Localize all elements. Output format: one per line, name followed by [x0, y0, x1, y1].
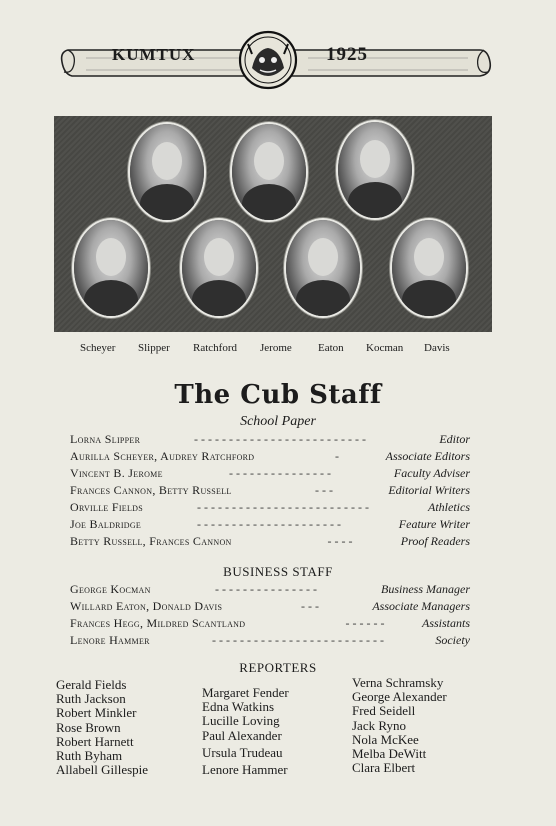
staff-role: Associate Managers: [372, 599, 470, 613]
business-row: [70, 582, 470, 598]
reporter-name: Melba DeWitt: [352, 746, 427, 762]
portrait-slipper: [130, 124, 204, 220]
business-row: [70, 599, 470, 615]
banner-year: 1925: [326, 44, 368, 65]
leader-dashes: -: [335, 449, 339, 463]
reporter-name: Lenore Hammer: [202, 762, 288, 778]
reporter-name: Verna Schramsky: [352, 675, 444, 690]
portrait-scheyer: [74, 220, 148, 316]
leader-dashes: - - - - - -: [345, 616, 385, 630]
leader-dashes: - - - - - - - - - - - - - - - - - - - - - - - - -: [194, 432, 366, 446]
reporter-name: Robert Minkler: [56, 705, 137, 721]
business-row: [70, 633, 470, 649]
reporter-name: Margaret Fender: [202, 685, 289, 700]
leader-dashes: - - - - - - - - - - - - - - - - - - - - - - - - -: [197, 500, 369, 514]
reporter-name: Jack Ryno: [352, 717, 406, 733]
staff-row: [70, 534, 470, 550]
tiger-emblem-icon: [238, 30, 298, 90]
staff-name: Orville Fields: [70, 500, 144, 514]
staff-role: Associate Editors: [385, 449, 470, 463]
staff-role: Editorial Writers: [388, 483, 470, 497]
reporters-column: [202, 686, 289, 777]
reporter-name: Ruth Jackson: [56, 691, 126, 707]
portrait-kocman: [286, 220, 360, 316]
staff-role: Business Manager: [381, 582, 470, 596]
reporter-name: Clara Elbert: [352, 760, 416, 776]
staff-name: Frances Cannon, Betty Russell: [70, 483, 232, 497]
reporter-name: Ruth Byham: [56, 748, 123, 764]
caption: Davis: [424, 342, 450, 354]
reporter-name: Edna Watkins: [202, 699, 275, 715]
reporter-name: George Alexander: [352, 689, 447, 705]
staff-role: Editor: [439, 432, 470, 446]
staff-row: [70, 432, 470, 448]
staff-role: Faculty Adviser: [393, 466, 470, 480]
caption: Slipper: [138, 342, 170, 354]
staff-name: George Kocman: [70, 582, 151, 596]
staff-role: Society: [435, 633, 470, 647]
portrait-davis: [392, 220, 466, 316]
staff-row: [70, 500, 470, 516]
staff-row: [70, 483, 470, 499]
caption: Eaton: [318, 342, 344, 354]
staff-row: [70, 449, 470, 465]
business-staff-heading: BUSINESS STAFF: [223, 564, 333, 579]
staff-role: Assistants: [421, 616, 470, 630]
banner: [58, 32, 494, 94]
leader-dashes: - - - -: [327, 534, 353, 548]
staff-name: Lenore Hammer: [70, 633, 150, 647]
staff-name: Willard Eaton, Donald Davis: [70, 599, 223, 613]
leader-dashes: - - - - - - - - - - - - - - - - - - - - -: [197, 517, 341, 531]
reporters-column: [352, 676, 447, 775]
caption: Scheyer: [80, 342, 116, 354]
banner-title-left: KUMTUX: [112, 45, 196, 64]
staff-name: Betty Russell, Frances Cannon: [70, 534, 232, 548]
staff-row: [70, 517, 470, 533]
reporter-name: Rose Brown: [56, 719, 121, 735]
reporters-column: [56, 678, 148, 777]
reporter-name: Lucille Loving: [202, 713, 280, 729]
staff-name: Frances Hegg, Mildred Scantland: [70, 616, 246, 630]
caption: Ratchford: [193, 342, 237, 354]
staff-row: [70, 466, 470, 482]
staff-role: Proof Readers: [400, 534, 470, 548]
staff-photo-panel: [54, 116, 492, 332]
reporter-name: Allabell Gillespie: [56, 762, 149, 778]
caption: Jerome: [260, 342, 292, 354]
staff-role: Feature Writer: [398, 517, 470, 531]
leader-dashes: - - -: [301, 599, 319, 613]
caption: Kocman: [366, 342, 404, 354]
leader-dashes: - - - - - - - - - - - - - - - - - - - - - - - - -: [212, 633, 384, 647]
staff-name: Joe Baldridge: [70, 517, 142, 531]
portrait-jerome: [338, 122, 412, 218]
reporter-name: Fred Seidell: [352, 703, 416, 719]
business-row: [70, 616, 470, 632]
leader-dashes: - - -: [315, 483, 333, 497]
page-title: The Cub Staff: [174, 380, 382, 410]
portrait-eaton: [182, 220, 256, 316]
reporters-heading: REPORTERS: [239, 660, 317, 675]
reporter-name: Nola McKee: [352, 731, 419, 747]
staff-name: Lorna Slipper: [70, 432, 141, 446]
reporter-name: Gerald Fields: [56, 677, 127, 692]
reporter-name: Ursula Trudeau: [202, 744, 283, 760]
reporter-name: Paul Alexander: [202, 727, 282, 743]
staff-role: Athletics: [428, 500, 470, 514]
staff-name: Vincent B. Jerome: [70, 466, 163, 480]
leader-dashes: - - - - - - - - - - - - - - -: [229, 466, 331, 480]
page-subtitle: School Paper: [240, 414, 316, 429]
staff-name: Aurilla Scheyer, Audrey Ratchford: [70, 449, 255, 463]
leader-dashes: - - - - - - - - - - - - - - -: [215, 582, 317, 596]
portrait-ratchford: [232, 124, 306, 220]
reporter-name: Robert Harnett: [56, 733, 134, 749]
